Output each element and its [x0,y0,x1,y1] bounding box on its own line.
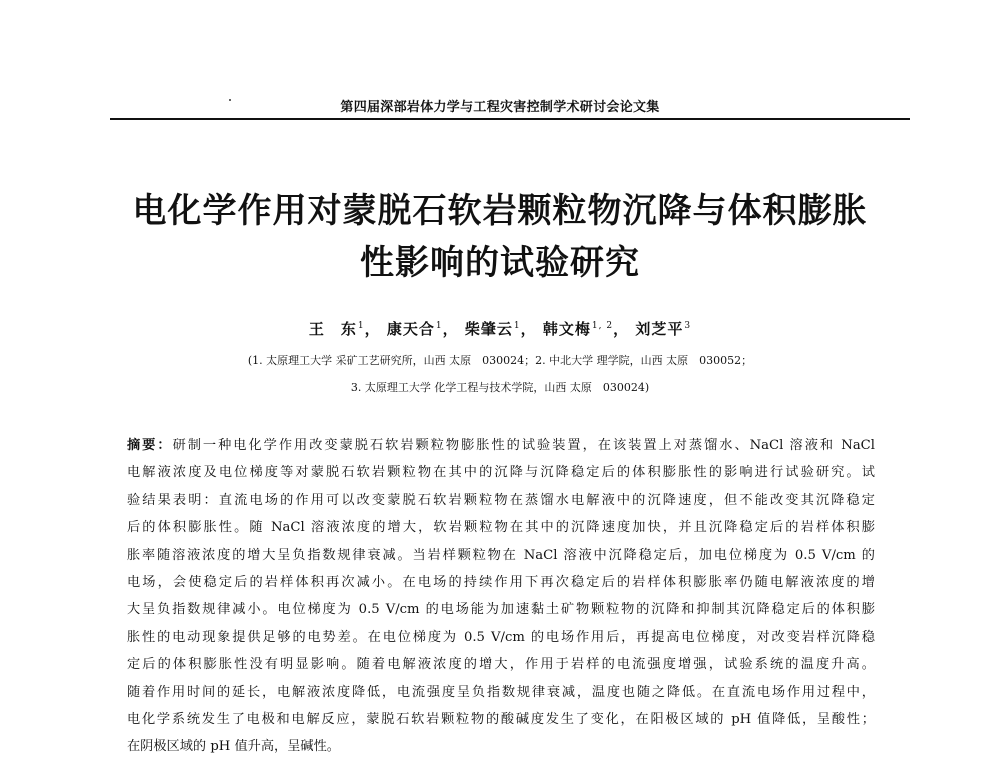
abstract-line: 大呈负指数规律减小。电位梯度为 0.5 V/cm 的电场能为加速黏土矿物颗粒物的沉降和抑制其沉降稳定后的体积膨 [127,602,875,618]
abstract-line: 定后的体积膨胀性没有明显影响。随着电解液浓度的增大，作用于岩样的电流强度增强，试验系统的温度升高。 [127,657,875,673]
abstract [127,432,875,761]
abstract-line: 胀率随溶液浓度的增大呈负指数规律衰减。当岩样颗粒物在 NaCl 溶液中沉降稳定后，加电位梯度为 0.5 V/cm 的 [127,547,875,563]
author-affil-mark: 1 [357,321,365,331]
author-separator: ， [364,320,381,338]
abstract-line: 电解液浓度及电位梯度等对蒙脱石软岩颗粒物在其中的沉降与沉降稳定后的体积膨胀性的影响进行试验研究。试 [127,465,875,481]
author-separator: ， [442,320,459,338]
author-name: 柴肇云 [464,320,513,338]
abstract-line: 验结果表明：直流电场的作用可以改变蒙脱石软岩颗粒物在蒸馏水电解液中的沉降速度，但不能改变其沉降稳定 [127,492,875,508]
author-affil-mark: 1, 2 [591,321,614,331]
author-name: 康天合 [386,320,435,338]
author-list [0,318,1000,339]
author-affil-mark: 1 [435,321,443,331]
affiliation-line-2: 3. 太原理工大学 化学工程与技术学院，山西 太原 030024) [350,381,650,394]
author-name: 王 东 [308,320,357,338]
author-separator: ， [520,320,537,338]
abstract-line: 电场，会使稳定后的岩样体积再次减小。在电场的持续作用下再次稳定后的岩样体积膨胀率仍随电解液浓度的增 [127,575,875,591]
abstract-line: 随着作用时间的延长，电解液浓度降低，电流强度呈负指数规律衰减，温度也随之降低。在直流电场作用过程中， [127,684,875,700]
running-header: 第四届深部岩体力学与工程灾害控制学术研讨会论文集 [340,100,660,115]
author-name: 韩文梅 [542,320,591,338]
abstract-line: 电化学系统发生了电极和电解反应，蒙脱石软岩颗粒物的酸碱度发生了变化，在阳极区域的 pH 值降低，呈酸性； [127,712,875,728]
abstract-line: 胀性的电动现象提供足够的电势差。在电位梯度为 0.5 V/cm 的电场作用后，再提高电位梯度，对改变岩样沉降稳 [127,629,875,645]
author-separator: ， [613,320,630,338]
affiliation-line-1: (1. 太原理工大学 采矿工艺研究所，山西 太原 030024；2. 中北大学 理学院，山西 太原 030052； [247,354,753,367]
abstract-line: 在阴极区域的 pH 值升高，呈碱性。 [127,739,340,755]
author-affil-mark: 1 [513,321,521,331]
title-line-2: 性影响的试验研究 [360,243,640,283]
abstract-line-text: 研制一种电化学作用改变蒙脱石软岩颗粒物膨胀性的试验装置，在该装置上对蒸馏水、NaCl 溶液和 NaCl [172,438,875,453]
author-name: 刘芝平 [635,320,684,338]
abstract-label: 摘要： [127,438,173,453]
title-line-1: 电化学作用对蒙脱石软岩颗粒物沉降与体积膨胀 [132,191,868,231]
abstract-line [127,432,875,459]
paper-title [60,185,940,289]
header-rule [110,118,910,120]
abstract-line: 后的体积膨胀性。随 NaCl 溶液浓度的增大，软岩颗粒物在其中的沉降速度加快，并且沉降稳定后的岩样体积膨 [127,520,875,536]
author-affil-mark: 3 [684,321,692,331]
